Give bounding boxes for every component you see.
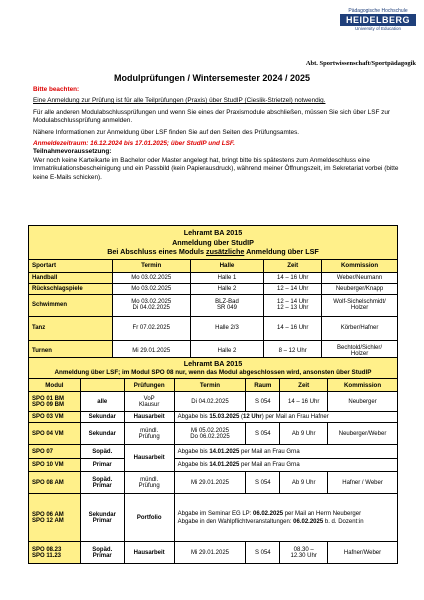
logo-top-text: Pädagogische Hochschule	[348, 8, 408, 14]
requirement-text: Wer noch keine Karteikarte im Bachelor oder Master angelegt hat, bringt bitte bis spätestens zum Anmeldeschluss eine Immatrikulationsbescheinigung und ein Passbild (kein Papierausdruck), während meiner Öffnungszeit, im Sekretariat vorbei (bitte keine E-Mails schicken).	[33, 156, 399, 181]
note-line-1: Eine Anmeldung zur Prüfung ist für alle Teilprüfungen (Praxis) über StudIP (Cieslik-Strietzel) notwendig.	[33, 97, 326, 105]
table-row: SPO 01 BM SPO 09 BM alle VoP Klausur Di 04.02.2025 S 054 14 – 16 Uhr Neuberger	[29, 392, 398, 412]
col-raum: Raum	[246, 379, 280, 392]
table-row: Schwimmen Mo 03.02.2025 Di 04.02.2025 BLZ-Bad SR 049 12 – 14 Uhr 12 – 13 Uhr Wolf-Sichelschmidt/ Holzer	[29, 294, 398, 316]
attention-heading: Bitte beachten:	[33, 86, 80, 93]
exam-table-lsf	[28, 357, 398, 564]
page-title: Modulprüfungen / Wintersemester 2024 / 2025	[114, 73, 310, 83]
col-kommission: Kommission	[328, 379, 398, 392]
col-modul: Modul	[29, 379, 81, 392]
table-row: Handball Mo 03.02.2025 Halle 1 14 – 16 Uhr Weber/Neumann	[29, 272, 398, 283]
note-line-2: Für alle anderen Modulabschlussprüfungen und wenn Sie eines der Praxismodule abschließen, müssen Sie sich über LSF zur Modulabschlussprüfung anmelden.	[33, 108, 391, 125]
registration-period: Anmeldezeitraum: 16.12.2024 bis 17.01.2025; über StudIP und LSF.	[33, 140, 235, 148]
col-target	[80, 379, 124, 392]
table-row: SPO 10 VM Primar Abgabe bis 14.01.2025 per Mail an Frau Grna	[29, 459, 398, 472]
table2-head-1: Lehramt BA 2015	[183, 359, 243, 368]
logo-name: HEIDELBERG	[340, 14, 416, 26]
table2-head-2: Anmeldung über LSF; im Modul SPO 08 nur, wenn das Modul abgeschlossen wird, ansonsten über StudIP	[54, 368, 372, 376]
table1-head-2: Anmeldung über StudIP	[172, 237, 254, 247]
table-row: SPO 08.23 SPO 11.23 Sopäd. Primar Hausarbeit Mi 29.01.2025 S 054 08.30 – 12.30 Uhr Hafner/Weber	[29, 542, 398, 564]
col-kommission: Kommission	[322, 259, 398, 272]
table-row: SPO 07 Sopäd. Hausarbeit Abgabe bis 14.01.2025 per Mail an Frau Grna	[29, 445, 398, 459]
notes-section	[33, 86, 413, 185]
exam-table-studip	[28, 225, 398, 363]
col-zeit: Zeit	[264, 259, 322, 272]
table1-head-3: Bei Abschluss eines Moduls zusätzliche Anmeldung über LSF	[107, 247, 319, 256]
logo-bottom-text: University of Education	[354, 26, 402, 31]
table-row: SPO 08 AM Sopäd. Primar mündl. Prüfung Mi 29.01.2025 S 054 Ab 9 Uhr Hafner / Weber	[29, 472, 398, 494]
col-termin: Termin	[174, 379, 246, 392]
table-row: SPO 04 VM Sekundar mündl. Prüfung Mi 05.02.2025 Do 06.02.2025 S 054 Ab 9 Uhr Neuberger/Weber	[29, 423, 398, 445]
col-halle: Halle	[190, 259, 264, 272]
department-label: Abt. Sportwissenschaft/Sportpädagogik	[305, 60, 416, 67]
col-termin: Termin	[112, 259, 190, 272]
table-row: Turnen Mi 29.01.2025 Halle 2 8 – 12 Uhr Bechtold/Sichler/ Holzer	[29, 340, 398, 362]
col-sportart: Sportart	[29, 259, 113, 272]
table-row: SPO 03 VM Sekundar Hausarbeit Abgabe bis 15.03.2025 (12 Uhr) per Mail an Frau Hafner	[29, 412, 398, 423]
table-row: Tanz Fr 07.02.2025 Halle 2/3 14 – 16 Uhr Körber/Hafner	[29, 316, 398, 340]
table1-head-1: Lehramt BA 2015	[183, 228, 243, 237]
table-row: Rückschlagspiele Mo 03.02.2025 Halle 2 12 – 14 Uhr Neuberger/Knapp	[29, 283, 398, 294]
note-line-3: Nähere Informationen zur Anmeldung über LSF finden Sie auf den Seiten des Prüfungsamtes.	[33, 128, 300, 136]
requirement-heading: Teilnahmevoraussetzung:	[33, 148, 112, 156]
university-logo	[340, 8, 416, 32]
table-row: SPO 06 AM SPO 12 AM Sekundar Primar Portfolio Abgabe im Seminar EG LP: 06.02.2025 per Mail an Herrn Neuberger Abgabe in den Wahlpflichtveranstaltungen: 06.02.2025 b. d. Dozent:in	[29, 494, 398, 542]
col-zeit: Zeit	[280, 379, 328, 392]
col-pruefungen: Prüfungen	[124, 379, 174, 392]
